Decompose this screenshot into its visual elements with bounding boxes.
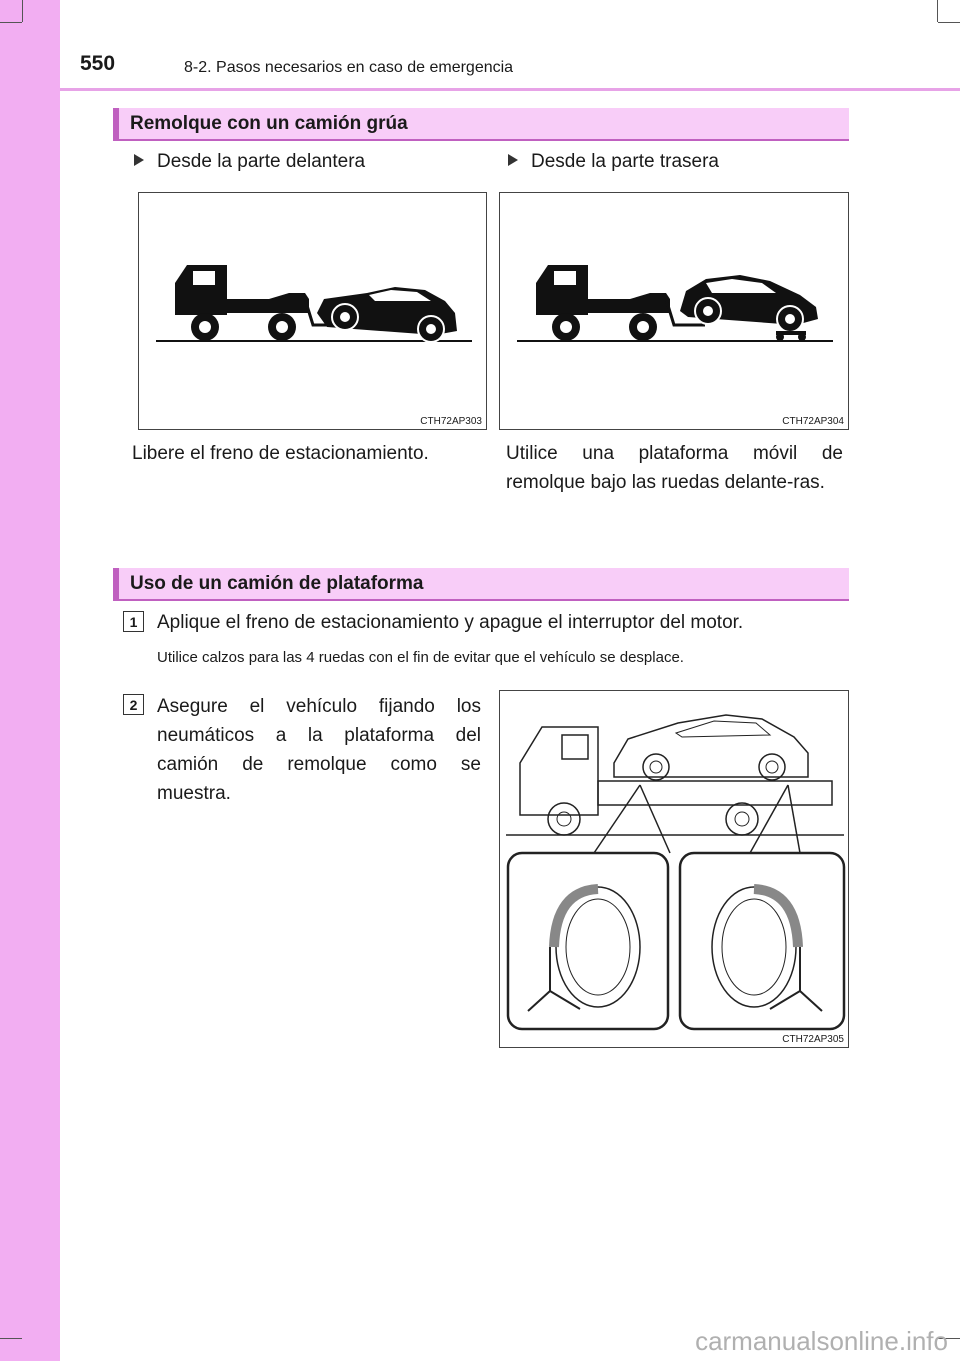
- section-heading-flatbed: Uso de un camión de plataforma: [113, 568, 849, 601]
- bullet-rear-label: Desde la parte trasera: [531, 151, 719, 172]
- tow-truck-rear-illustration: [500, 193, 850, 431]
- crop-mark: [0, 1338, 22, 1339]
- crop-mark: [937, 0, 938, 22]
- bullet-rear: [508, 151, 719, 173]
- figure-flatbed: [499, 690, 849, 1048]
- chapter-title: 8-2. Pasos necesarios en caso de emergencia: [184, 59, 514, 76]
- section-heading-tow-truck: Remolque con un camión grúa: [113, 108, 849, 141]
- crop-mark: [22, 0, 23, 22]
- figure-front-tow: [138, 192, 487, 430]
- figure-code: CTH72AP304: [782, 416, 844, 427]
- flatbed-truck-illustration: [500, 691, 850, 1049]
- triangle-bullet-icon: [134, 154, 144, 166]
- step-2-text: Asegure el vehículo fijando los neumáticos a la plataforma del camión de remolque como se muestra.: [157, 696, 481, 804]
- crop-mark: [0, 22, 22, 23]
- triangle-bullet-icon: [508, 154, 518, 166]
- tow-truck-front-illustration: [139, 193, 488, 431]
- caption-rear: Utilice una plataforma móvil de remolque bajo las ruedas delante-ras.: [506, 443, 843, 493]
- watermark: carmanualsonline.info: [695, 1326, 948, 1356]
- figure-code: CTH72AP303: [420, 416, 482, 427]
- step-1-text: Aplique el freno de estacionamiento y apague el interruptor del motor.: [157, 612, 744, 633]
- page-side-tab: [0, 0, 60, 1361]
- bullet-front: [134, 151, 365, 173]
- figure-rear-tow: [499, 192, 849, 430]
- header-rule: [60, 88, 960, 91]
- caption-front: Libere el freno de estacionamiento.: [132, 443, 429, 464]
- figure-code: CTH72AP305: [782, 1034, 844, 1045]
- step-1-note: Utilice calzos para las 4 ruedas con el fin de evitar que el vehículo se desplace.: [157, 649, 684, 666]
- step-number-2: 2: [123, 694, 144, 715]
- crop-mark: [938, 22, 960, 23]
- step-number-1: 1: [123, 611, 144, 632]
- bullet-front-label: Desde la parte delantera: [157, 151, 366, 172]
- page-number: 550: [80, 52, 116, 75]
